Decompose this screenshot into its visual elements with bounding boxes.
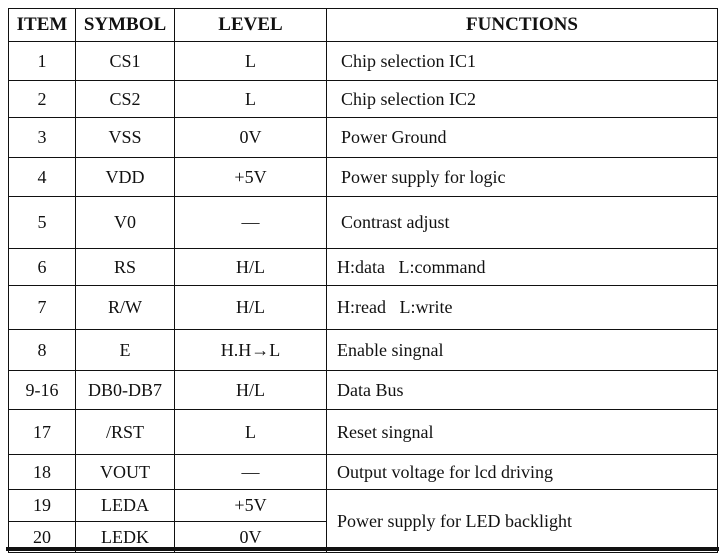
cell-level: +5V xyxy=(175,158,327,197)
cell-symbol: V0 xyxy=(76,197,175,249)
cell-item: 7 xyxy=(9,286,76,330)
table-row xyxy=(9,118,718,158)
cell-symbol: R/W xyxy=(76,286,175,330)
table-row xyxy=(9,330,718,371)
table-row xyxy=(9,81,718,118)
cell-function: Power Ground xyxy=(327,118,718,158)
cell-symbol: E xyxy=(76,330,175,371)
cell-symbol: VSS xyxy=(76,118,175,158)
cell-item: 3 xyxy=(9,118,76,158)
cell-level: — xyxy=(175,197,327,249)
cell-item: 20 xyxy=(9,522,76,553)
cell-symbol: CS2 xyxy=(76,81,175,118)
table-row xyxy=(9,455,718,490)
cell-function: Enable singnal xyxy=(327,330,718,371)
table-row xyxy=(9,197,718,249)
cell-function: Power supply for logic xyxy=(327,158,718,197)
cell-symbol: VOUT xyxy=(76,455,175,490)
cell-level: H/L xyxy=(175,371,327,410)
cell-level: L xyxy=(175,81,327,118)
table-row xyxy=(9,42,718,81)
cell-item: 4 xyxy=(9,158,76,197)
table-row xyxy=(9,286,718,330)
cell-level: H.H→L xyxy=(175,330,327,371)
cell-item: 18 xyxy=(9,455,76,490)
cell-function: Chip selection IC2 xyxy=(327,81,718,118)
pin-function-table xyxy=(8,8,718,553)
cell-symbol: /RST xyxy=(76,410,175,455)
cell-symbol: CS1 xyxy=(76,42,175,81)
cell-item: 6 xyxy=(9,249,76,286)
cell-function: H:read L:write xyxy=(327,286,718,330)
bottom-rule xyxy=(6,547,719,551)
table-row xyxy=(9,410,718,455)
cell-item: 8 xyxy=(9,330,76,371)
cell-symbol: LEDA xyxy=(76,490,175,522)
table-row xyxy=(9,490,718,522)
cell-item: 9-16 xyxy=(9,371,76,410)
cell-function: Chip selection IC1 xyxy=(327,42,718,81)
table-row xyxy=(9,371,718,410)
header-symbol: SYMBOL xyxy=(76,9,175,42)
table-row xyxy=(9,158,718,197)
cell-level: H/L xyxy=(175,286,327,330)
cell-item: 5 xyxy=(9,197,76,249)
cell-symbol: DB0-DB7 xyxy=(76,371,175,410)
table-row xyxy=(9,249,718,286)
cell-function: Reset singnal xyxy=(327,410,718,455)
cell-function: Power supply for LED backlight xyxy=(327,490,718,553)
cell-symbol: RS xyxy=(76,249,175,286)
header-functions: FUNCTIONS xyxy=(327,9,718,42)
cell-level: L xyxy=(175,410,327,455)
cell-level: L xyxy=(175,42,327,81)
cell-item: 19 xyxy=(9,490,76,522)
cell-function: Contrast adjust xyxy=(327,197,718,249)
cell-function: Output voltage for lcd driving xyxy=(327,455,718,490)
cell-item: 2 xyxy=(9,81,76,118)
cell-level: H/L xyxy=(175,249,327,286)
header-item: ITEM xyxy=(9,9,76,42)
cell-level: +5V xyxy=(175,490,327,522)
cell-function: Data Bus xyxy=(327,371,718,410)
cell-symbol: LEDK xyxy=(76,522,175,553)
header-level: LEVEL xyxy=(175,9,327,42)
cell-item: 17 xyxy=(9,410,76,455)
cell-level: 0V xyxy=(175,522,327,553)
cell-function: H:data L:command xyxy=(327,249,718,286)
header-row xyxy=(9,9,718,42)
cell-symbol: VDD xyxy=(76,158,175,197)
cell-level: — xyxy=(175,455,327,490)
cell-level: 0V xyxy=(175,118,327,158)
cell-item: 1 xyxy=(9,42,76,81)
